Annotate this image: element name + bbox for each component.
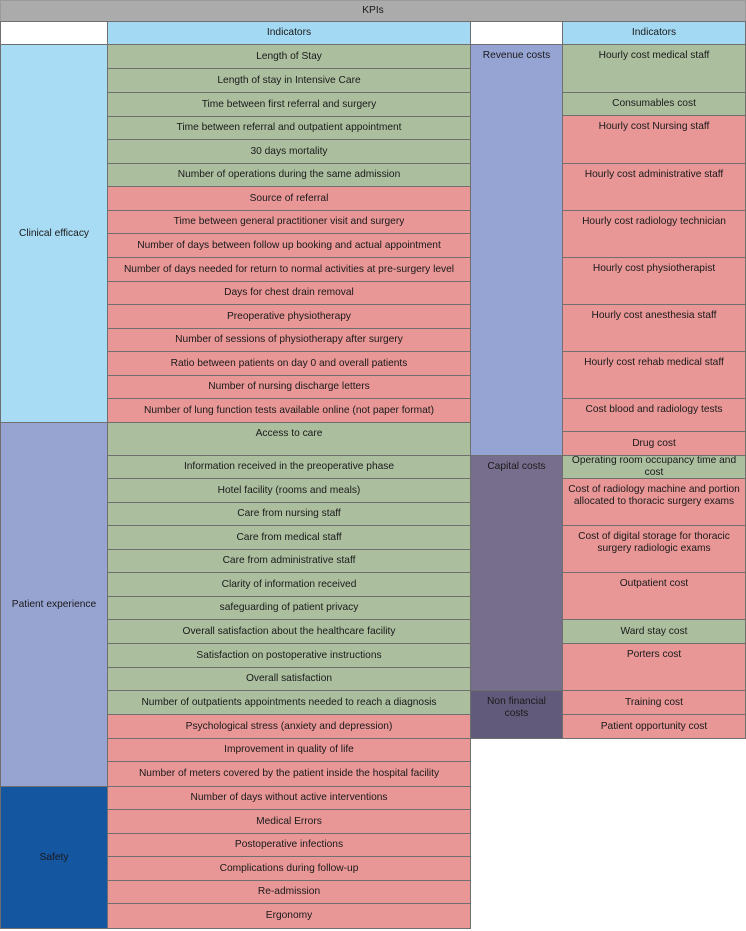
- indicator-row: Time between general practitioner visit and surgery: [107, 210, 471, 234]
- indicator-row: Time between first referral and surgery: [107, 92, 471, 117]
- indicator-row: Psychological stress (anxiety and depression): [107, 714, 471, 739]
- indicator-row: Care from administrative staff: [107, 549, 471, 573]
- indicator-row: Number of outpatients appointments needed to reach a diagnosis: [107, 690, 471, 715]
- indicator-row: Access to care: [107, 422, 471, 456]
- indicator-row: Length of Stay: [107, 44, 471, 69]
- indicator-row: Hotel facility (rooms and meals): [107, 478, 471, 503]
- indicator-row: Improvement in quality of life: [107, 738, 471, 762]
- indicator-row: Number of days between follow up booking and actual appointment: [107, 233, 471, 258]
- cost-row: Hourly cost radiology technician: [562, 210, 746, 258]
- cost-row: Hourly cost physiotherapist: [562, 257, 746, 305]
- cost-row: Hourly cost Nursing staff: [562, 115, 746, 164]
- indicator-row: Preoperative physiotherapy: [107, 304, 471, 329]
- cost-row: Porters cost: [562, 643, 746, 691]
- category-patient-experience: Patient experience: [0, 422, 108, 787]
- indicators-header-right: Indicators: [562, 21, 746, 45]
- cost-row: Patient opportunity cost: [562, 714, 746, 739]
- indicator-row: Days for chest drain removal: [107, 281, 471, 305]
- indicator-row: Overall satisfaction about the healthcare facility: [107, 619, 471, 644]
- cost-row: Hourly cost medical staff: [562, 44, 746, 93]
- indicator-row: Number of days needed for return to normal activities at pre-surgery level: [107, 257, 471, 282]
- kpis-title: KPIs: [0, 0, 746, 22]
- indicator-row: Re-admission: [107, 880, 471, 904]
- indicator-row: Clarity of information received: [107, 572, 471, 597]
- header-blank-right: [470, 21, 563, 45]
- cost-row: Consumables cost: [562, 92, 746, 116]
- indicator-row: Number of operations during the same admission: [107, 163, 471, 187]
- cost-row: Hourly cost anesthesia staff: [562, 304, 746, 352]
- indicator-row: safeguarding of patient privacy: [107, 596, 471, 620]
- cost-row: Hourly cost administrative staff: [562, 163, 746, 211]
- indicator-row: Number of sessions of physiotherapy after surgery: [107, 328, 471, 352]
- indicator-row: Ratio between patients on day 0 and overall patients: [107, 351, 471, 376]
- cost-row: Drug cost: [562, 431, 746, 456]
- indicator-row: Medical Errors: [107, 809, 471, 834]
- indicator-row: Number of meters covered by the patient inside the hospital facility: [107, 761, 471, 787]
- indicator-row: Number of days without active interventions: [107, 786, 471, 810]
- cost-row: Cost blood and radiology tests: [562, 398, 746, 432]
- indicator-row: Length of stay in Intensive Care: [107, 68, 471, 93]
- indicators-header-left: Indicators: [107, 21, 471, 45]
- indicator-row: Overall satisfaction: [107, 667, 471, 691]
- indicator-row: Care from nursing staff: [107, 502, 471, 526]
- cost-row: Training cost: [562, 690, 746, 715]
- cost-row: Cost of radiology machine and portion allocated to thoracic surgery exams: [562, 478, 746, 526]
- indicator-row: Complications during follow-up: [107, 856, 471, 881]
- indicator-row: Care from medical staff: [107, 525, 471, 550]
- indicator-row: Time between referral and outpatient appointment: [107, 116, 471, 140]
- indicator-row: Ergonomy: [107, 903, 471, 929]
- category-revenue-costs: Revenue costs: [470, 44, 563, 456]
- cost-row: Ward stay cost: [562, 619, 746, 644]
- indicator-row: Satisfaction on postoperative instructions: [107, 643, 471, 668]
- cost-row: Operating room occupancy time and cost: [562, 455, 746, 479]
- indicator-row: Number of nursing discharge letters: [107, 375, 471, 399]
- cost-row: Hourly cost rehab medical staff: [562, 351, 746, 399]
- category-safety: Safety: [0, 786, 108, 929]
- category-clinical-efficacy: Clinical efficacy: [0, 44, 108, 423]
- category-non-financial-costs: Non financial costs: [470, 690, 563, 739]
- indicator-row: Number of lung function tests available online (not paper format): [107, 398, 471, 423]
- category-capital-costs: Capital costs: [470, 455, 563, 691]
- cost-row: Cost of digital storage for thoracic surgery radiologic exams: [562, 525, 746, 573]
- indicator-row: Postoperative infections: [107, 833, 471, 857]
- indicator-row: Information received in the preoperative phase: [107, 455, 471, 479]
- indicator-row: 30 days mortality: [107, 139, 471, 164]
- indicator-row: Source of referral: [107, 186, 471, 211]
- header-blank-left: [0, 21, 108, 45]
- cost-row: Outpatient cost: [562, 572, 746, 620]
